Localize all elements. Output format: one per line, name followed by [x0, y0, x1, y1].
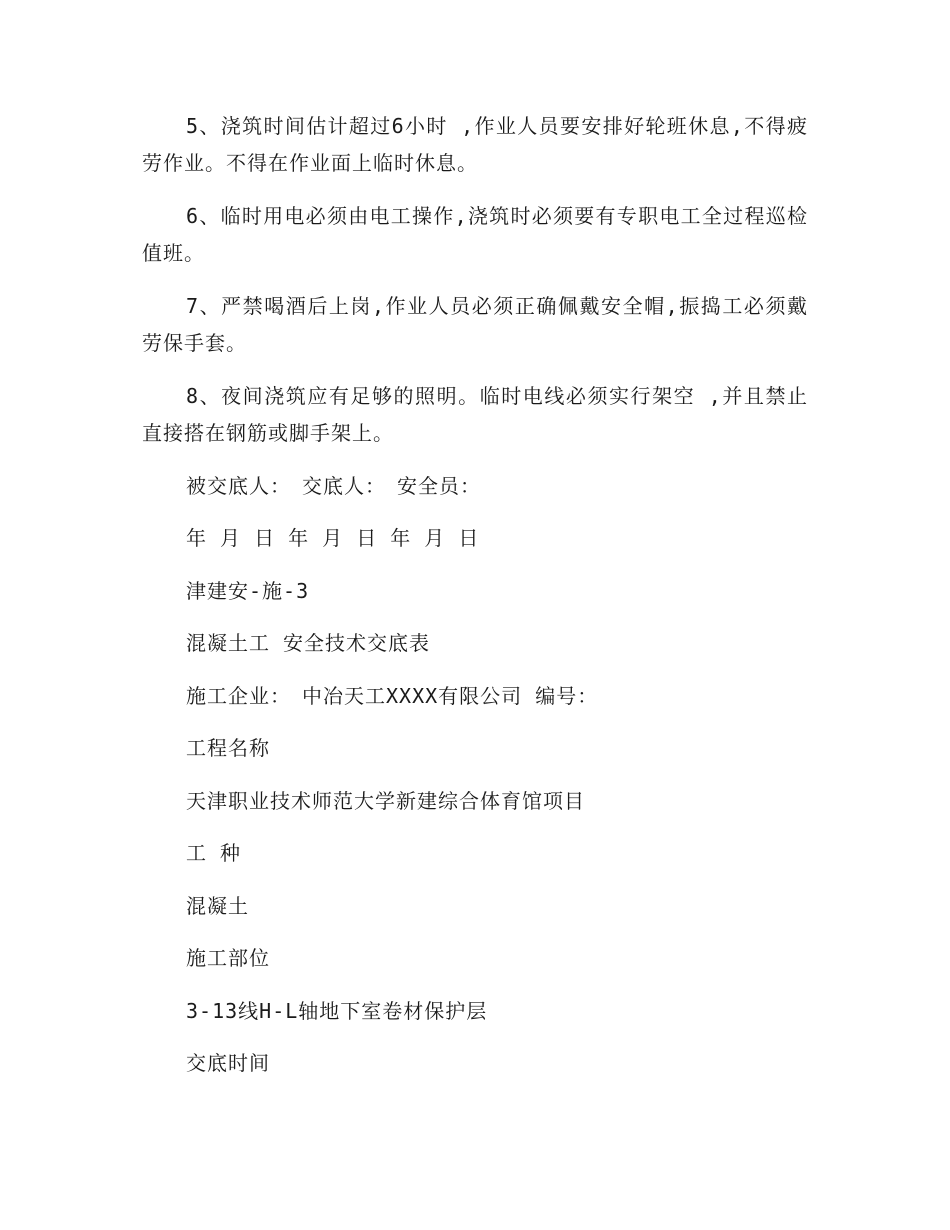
- form-title: 混凝土工 安全技术交底表: [186, 631, 431, 655]
- work-type-value: 混凝土: [186, 894, 249, 918]
- clause-6: 6、临时用电必须由电工操作,浇筑时必须要有专职电工全过程巡检值班。: [142, 204, 808, 265]
- clause-8: 8、夜间浇筑应有足够的照明。临时电线必须实行架空 ,并且禁止直接搭在钢筋或脚手架上。: [142, 384, 808, 445]
- date-line: 年 月 日 年 月 日 年 月 日: [186, 526, 480, 550]
- company-line: 施工企业： 中冶天工XXXX有限公司 编号：: [186, 684, 599, 708]
- form-code: 津建安-施-3: [186, 579, 310, 603]
- work-type-label: 工 种: [186, 841, 242, 865]
- project-name-value: 天津职业技术师范大学新建综合体育馆项目: [186, 789, 585, 813]
- signature-line: 被交底人： 交底人： 安全员：: [186, 474, 481, 498]
- time-label: 交底时间: [186, 1051, 270, 1075]
- clause-7: 7、严禁喝酒后上岗,作业人员必须正确佩戴安全帽,振捣工必须戴劳保手套。: [142, 294, 808, 355]
- project-name-label: 工程名称: [186, 736, 270, 760]
- location-label: 施工部位: [186, 946, 270, 970]
- location-value: 3-13线H-L轴地下室卷材保护层: [186, 999, 488, 1023]
- clause-5: 5、浇筑时间估计超过6小时 ,作业人员要安排好轮班休息,不得疲劳作业。不得在作业面上临时休息。: [142, 114, 808, 175]
